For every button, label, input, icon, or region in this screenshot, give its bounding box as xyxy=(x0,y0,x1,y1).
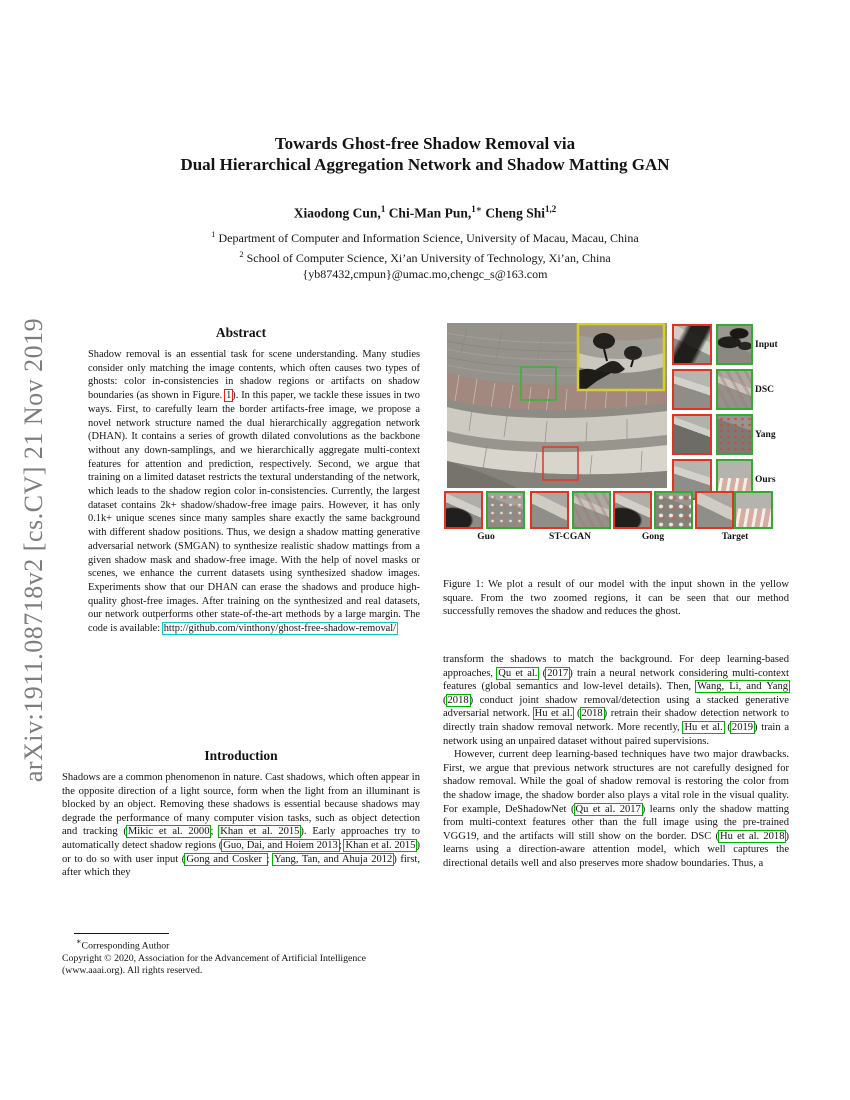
crop-guo-green xyxy=(486,491,525,529)
text-segment: ; xyxy=(266,853,274,865)
yellow-inset-image xyxy=(578,324,664,390)
col-label-guo: Guo xyxy=(477,532,495,542)
text-segment: ) retrain their shadow detection network to directly train shadow removal network. More recently, xyxy=(443,708,790,733)
row-label-input: Input xyxy=(755,339,778,350)
copyright-note: Copyright © 2020, Association for the Advancement of Artificial Intelligence (www.aaai.org). All rights reserved. xyxy=(62,952,366,977)
text-segment: Corresponding Author xyxy=(81,940,170,952)
citation-link[interactable]: Qu et al. xyxy=(498,667,538,679)
text-segment: transform the shadows to match the background. For deep learning-based approaches, xyxy=(443,654,789,679)
citation-link[interactable]: Guo, Dai, and Hoiem 2013 xyxy=(223,839,338,851)
crop-target-red xyxy=(695,491,734,529)
citation-link[interactable]: Yang, Tan, and Ahuja 2012 xyxy=(274,853,393,865)
text-segment: School of Computer Science, Xi’an University of Technology, Xi’an, China xyxy=(243,251,611,265)
citation-link[interactable]: Gong and Cosker xyxy=(186,853,266,865)
text-segment: ) learns only the shadow matting from multi-context features other than the full image using the pre-trained VGG19, and the artifacts will still show on the border. DSC ( xyxy=(443,803,789,842)
text-segment: ). Early approaches try to automatically detect shadow regions ( xyxy=(62,826,420,851)
citation-link[interactable]: Khan et al. 2015 xyxy=(220,826,300,838)
abstract-text xyxy=(88,348,420,636)
text-segment: 1∗ xyxy=(471,204,482,214)
text-segment: Shadow removal is an essential task for scene understanding. Many studies consider only matching the image contents, which often causes two types of ghosts: color in-consistencies in shadow regions or artifacts on shadow boundaries (as shown in Figure. xyxy=(88,349,420,402)
citation-link[interactable]: Mikic et al. 2000 xyxy=(127,826,210,838)
text-segment: ) train a neural network considering multi-context features (global semantics and low-level details). Then, xyxy=(443,667,789,693)
paper-title xyxy=(0,133,850,175)
crop-input-red xyxy=(672,324,712,365)
text-segment: ). In this paper, we tackle these issues in two ways. First, to carefully learn the border artifacts-free image, we propose a novel network structure named the dual hierarchically aggregation network (DHAN). It contains a series of growth dilated convolutions as the backbone without any down-samplings, and we hierarchically aggregate multi-context features for attention and prediction, respectively. Second, we argue that training on a limited dataset restricts the textural understanding of the network, which leads to the shadow region color in-consistencies. Currently, the largest dataset contains 2k+ shadow/shadow-free image pairs. However, it has only 0.1k+ unique scenes since many samples share exactly the same background with different shadow positions. Thus, we design a shadow matting generative adversarial network (SMGAN) to synthesize realistic shadow mattings from a given shadow mask and shadow-free image. With the help of novel masks or scenes, we enhance the current datasets using synthesized shadow images. Experiments show that our DHAN can erase the shadows and produce high-quality ghost-free images. After training on the synthesized and real datasets, our network outperforms other state-of-the-art methods by a large margin. The code is available: xyxy=(88,390,420,635)
citation-link[interactable]: Hu et al. xyxy=(684,721,723,733)
text-segment: ( xyxy=(723,721,731,733)
col-label-target: Target xyxy=(721,532,749,542)
crop-dsc-red xyxy=(672,369,712,410)
text-segment: ∗ xyxy=(76,937,82,946)
text-segment: 2 xyxy=(239,249,244,259)
text-segment: ; xyxy=(338,839,345,851)
citation-link[interactable]: Khan et al. 2015 xyxy=(345,839,416,851)
figure-1-caption: Figure 1: We plot a result of our model with the input shown in the yellow square. From the two zoomed regions, it can be seen that our method successfully removes the shadow and reduces the ghost. xyxy=(443,579,789,617)
text-segment: ) first, after which they xyxy=(62,853,420,879)
crop-dsc-green xyxy=(716,369,753,410)
text-segment: Shadows are a common phenomenon in nature. Cast shadows, which often appear in the opposite direction of a light source, form when the light from an illuminant is blocked by an object. Removing these shadows is essential because shadows may degrade the performance of many computer vision tasks, such as object detection and tracking ( xyxy=(62,772,420,838)
text-segment: ) learns using a direction-aware attention model, which well captures the directional details well and also preserves more shadow boundaries. Thus, a xyxy=(443,830,789,869)
citation-link[interactable]: 2019 xyxy=(731,721,754,733)
text-segment: 1 xyxy=(380,204,386,214)
citation-link[interactable]: Hu et al. 2018 xyxy=(720,830,785,842)
figure-1 xyxy=(443,320,789,560)
affiliation-1 xyxy=(0,226,850,246)
text-segment: ( xyxy=(573,708,581,720)
main-photo-image xyxy=(447,323,667,488)
text-segment: ) or to do so with user input ( xyxy=(62,839,420,865)
arxiv-watermark: arXiv:1911.08718v2 [cs.CV] 21 Nov 2019 xyxy=(19,317,48,783)
col-label-gong: Gong xyxy=(641,532,665,542)
affiliations-block xyxy=(0,226,850,282)
row-label-ours: Ours xyxy=(755,474,776,485)
text-segment: ) conduct joint shadow removal/detection using a stacked generative adversarial network. xyxy=(443,694,789,720)
col-label-stcgan: ST-CGAN xyxy=(549,532,591,542)
crop-yang-red xyxy=(672,414,712,455)
text-segment: Xiaodong Cun, xyxy=(293,205,381,221)
citation-link[interactable]: 2017 xyxy=(547,667,569,679)
footnote-rule xyxy=(74,933,169,934)
crop-yang-green xyxy=(716,414,753,455)
text-segment: 1,2 xyxy=(544,204,557,214)
authors-line xyxy=(0,204,850,222)
text-segment: ) train a network using an unpaired dataset without paired supervisions. xyxy=(443,721,790,747)
row-label-dsc: DSC xyxy=(755,384,775,395)
text-segment: However, current deep learning-based techniques have two major drawbacks. First, we argue that previous network structures are not carefully designed for shadow removal. While the goal of shadow removal is restoring the color from the shadow image, the shadow border also plays a vital role in the visual quality. For example, DeShadowNet ( xyxy=(443,749,789,815)
text-segment: Chi-Man Pun, xyxy=(385,205,472,221)
citation-link[interactable]: Qu et al. 2017 xyxy=(575,803,641,815)
email-line: {yb87432,cmpun}@umac.mo,chengc_s@163.com xyxy=(302,267,548,281)
body-paragraph-2 xyxy=(443,748,789,870)
introduction-paragraph xyxy=(62,771,420,880)
crop-stcgan-red xyxy=(530,491,569,529)
text-segment: ( xyxy=(538,667,547,679)
crop-stcgan-green xyxy=(572,491,611,529)
crop-target-green xyxy=(734,491,773,529)
crop-guo-red xyxy=(444,491,483,529)
right-column-body xyxy=(443,653,789,871)
introduction-heading: Introduction xyxy=(204,748,278,763)
text-segment: ( xyxy=(443,694,447,706)
corresponding-author-note xyxy=(62,936,420,953)
code-url-link[interactable]: http://github.com/vinthony/ghost-free-shadow-removal/ xyxy=(163,623,397,635)
abstract-heading: Abstract xyxy=(215,325,267,340)
text-segment: Cheng Shi xyxy=(481,205,545,221)
footnote-block xyxy=(62,933,420,978)
body-paragraph-1 xyxy=(443,653,789,748)
crop-gong-green xyxy=(654,491,693,529)
citation-link[interactable]: Hu et al. xyxy=(534,708,573,720)
citation-link[interactable]: 2018 xyxy=(581,708,603,720)
paper-title-line2: Dual Hierarchical Aggregation Network and Shadow Matting GAN xyxy=(180,155,670,174)
affiliation-2 xyxy=(0,246,850,266)
figure-ref-link[interactable]: 1 xyxy=(226,390,232,402)
citation-link[interactable]: Wang, Li, and Yang xyxy=(697,681,788,693)
paper-title-line1: Towards Ghost-free Shadow Removal via xyxy=(274,134,576,153)
text-segment: 1 xyxy=(211,229,216,239)
citation-link[interactable]: 2018 xyxy=(447,694,469,706)
crop-gong-red xyxy=(613,491,652,529)
crop-input-green xyxy=(716,324,753,365)
row-label-yang: Yang xyxy=(755,429,776,440)
text-segment: ; xyxy=(210,826,220,838)
text-segment: Department of Computer and Information Science, University of Macau, Macau, China xyxy=(215,231,639,245)
